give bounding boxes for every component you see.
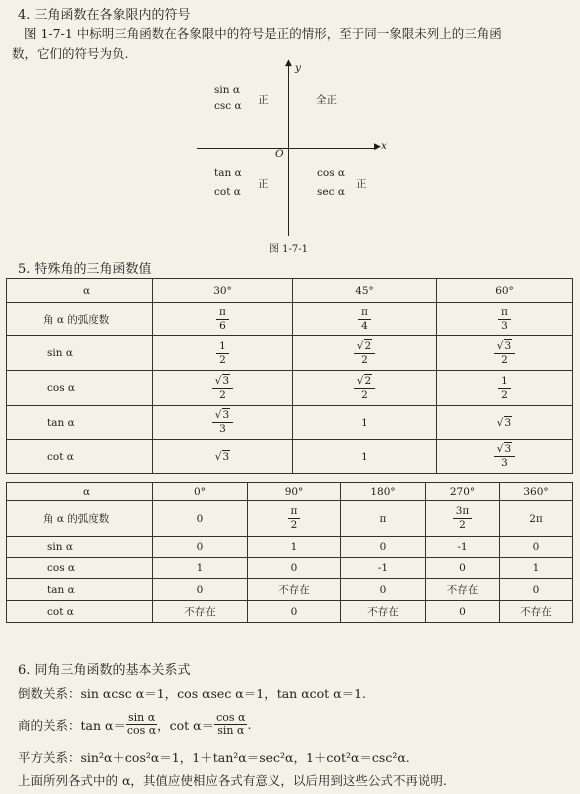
- fraction-denominator: 2: [501, 353, 508, 366]
- table-cell: [500, 558, 573, 579]
- table-cell: [248, 537, 341, 558]
- fraction-denominator: 3: [501, 319, 508, 332]
- fraction-numerator: 1: [498, 375, 511, 389]
- cot-quotient-denominator: sin α: [217, 724, 245, 737]
- row-label: sin α: [7, 537, 153, 558]
- fraction: [494, 443, 515, 470]
- table-cell: [341, 537, 426, 558]
- cell-value: 0: [196, 583, 204, 596]
- fraction: [498, 306, 511, 333]
- cot-quotient-fraction: [214, 712, 247, 737]
- table-cell: [153, 303, 293, 336]
- cell-value: 0: [379, 583, 387, 596]
- table-header-cell: 180°: [341, 483, 426, 501]
- table-row: [7, 537, 573, 558]
- tan-quotient-numerator: sin α: [127, 711, 156, 724]
- fraction: [354, 340, 375, 367]
- fraction-numerator: 1: [216, 340, 229, 354]
- table-row: [7, 336, 573, 371]
- table-cell: [153, 406, 293, 440]
- q3-sign: 正: [258, 178, 269, 190]
- table-header-cell: 270°: [426, 483, 500, 501]
- cell-value: 0: [459, 605, 466, 618]
- cell-value: 0: [532, 541, 540, 553]
- fraction-numerator: √3: [494, 443, 515, 457]
- table-cell: [341, 579, 426, 601]
- cell-value: 1: [361, 416, 368, 429]
- table-cell: [153, 537, 248, 558]
- table-cell: [437, 371, 573, 406]
- cell-value: 1: [361, 450, 368, 463]
- table-cell: [153, 579, 248, 601]
- quotient-mid: ，cot α＝: [157, 717, 215, 733]
- cell-value: 1: [196, 562, 204, 574]
- cell-value: √3: [214, 450, 230, 463]
- fraction: [453, 505, 473, 532]
- table-row: [7, 558, 573, 579]
- table-header-cell: 0°: [153, 483, 248, 501]
- fraction-numerator: √3: [212, 409, 233, 423]
- table-cell: [500, 501, 573, 537]
- cell-value: 0: [379, 541, 387, 553]
- q2-func-2: csc α: [214, 100, 242, 112]
- fraction-numerator: √2: [354, 375, 375, 389]
- cell-value: 2π: [529, 512, 543, 525]
- cell-value: 不存在: [367, 606, 399, 618]
- y-axis-label: y: [295, 62, 301, 74]
- section-4-heading: 4. 三角函数在各象限内的符号: [18, 8, 191, 23]
- cell-value: 0: [196, 512, 204, 525]
- fraction: [354, 375, 375, 402]
- table-cell: [341, 601, 426, 623]
- q4-func-1: cos α: [317, 167, 346, 179]
- cell-value: 0: [532, 583, 540, 596]
- q4-sign: 正: [356, 178, 367, 190]
- table-row: [7, 406, 573, 440]
- fraction-numerator: π: [216, 306, 229, 320]
- table-cell: [248, 558, 341, 579]
- tan-quotient-fraction: [126, 712, 157, 737]
- origin-label: O: [275, 148, 284, 160]
- fraction-denominator: 2: [459, 519, 466, 531]
- fraction-numerator: 3π: [453, 505, 473, 519]
- quotient-prefix: 商的关系：tan α＝: [18, 717, 126, 733]
- table-cell: [153, 558, 248, 579]
- square-relations: 平方关系：sin²α＋cos²α＝1，1＋tan²α＝sec²α，1＋cot²α＝csc²α.: [18, 750, 410, 765]
- table-header-cell: 30°: [153, 279, 293, 303]
- q4-func-2: sec α: [317, 186, 345, 198]
- fraction-denominator: 3: [501, 457, 508, 469]
- fraction: [288, 505, 301, 532]
- fraction-numerator: √3: [212, 375, 233, 389]
- table-cell: [437, 336, 573, 371]
- row-label: cos α: [7, 371, 153, 406]
- table-header-cell: α: [7, 483, 153, 501]
- cell-value: 0: [290, 605, 298, 618]
- fraction-denominator: 2: [290, 519, 298, 531]
- x-axis-label: x: [381, 140, 387, 152]
- fraction-numerator: √2: [354, 340, 375, 354]
- table-row: [7, 601, 573, 623]
- q3-func-2: cot α: [214, 186, 241, 198]
- reciprocal-relations: 倒数关系：sin αcsc α＝1，cos αsec α＝1，tan αcot α＝1.: [18, 686, 367, 701]
- table-header-cell: 90°: [248, 483, 341, 501]
- table-cell: [153, 336, 293, 371]
- table-cell: [153, 440, 293, 474]
- table-header-cell: α: [7, 279, 153, 303]
- cell-value: 0: [290, 562, 298, 574]
- cell-value: -1: [457, 541, 468, 553]
- table-header-cell: 360°: [500, 483, 573, 501]
- table-cell: [153, 601, 248, 623]
- section-5-heading: 5. 特殊角的三角函数值: [18, 262, 152, 277]
- table-cell: [437, 440, 573, 474]
- x-axis: [197, 148, 377, 149]
- table-cell: [293, 336, 437, 371]
- row-label: 角 α 的弧度数: [7, 501, 153, 537]
- cell-value: 不存在: [278, 584, 310, 596]
- fraction: [498, 375, 511, 402]
- table-cell: [293, 440, 437, 474]
- fraction-numerator: √3: [494, 340, 515, 354]
- row-label: sin α: [7, 336, 153, 371]
- special-angles-table-1: [6, 278, 573, 474]
- fraction: [216, 340, 229, 367]
- table-row: [7, 303, 573, 336]
- fraction-numerator: π: [498, 306, 511, 320]
- y-axis: [288, 66, 289, 236]
- table-cell: [500, 579, 573, 601]
- q2-sign: 正: [258, 94, 269, 106]
- table-cell: [293, 371, 437, 406]
- table-header-cell: 60°: [437, 279, 573, 303]
- section-4-paragraph-line-1: 图 1-7-1 中标明三角函数在各象限中的符号是正的情形，至于同一象限未列上的三角函: [24, 26, 502, 41]
- tan-quotient-denominator: cos α: [126, 724, 157, 737]
- cell-value: π: [379, 512, 387, 525]
- cot-quotient-numerator: cos α: [216, 711, 246, 724]
- y-axis-arrow-icon: ▲: [285, 58, 292, 68]
- fraction-denominator: 2: [501, 388, 508, 401]
- cell-value: 0: [196, 541, 204, 553]
- table-cell: [248, 579, 341, 601]
- cell-value: 1: [532, 562, 540, 574]
- fraction: [494, 340, 515, 367]
- table-cell: [437, 303, 573, 336]
- quotient-relations: [18, 712, 251, 737]
- q1-sign: 全正: [316, 94, 337, 106]
- special-angles-table-2: [6, 482, 573, 623]
- fraction-denominator: 6: [219, 319, 226, 332]
- table-header-row: [7, 279, 573, 303]
- table-cell: [426, 601, 500, 623]
- fraction-denominator: 2: [219, 353, 226, 366]
- cell-value: -1: [377, 562, 389, 574]
- fraction-denominator: 2: [361, 353, 368, 366]
- fraction-denominator: 2: [361, 388, 368, 401]
- fraction-numerator: π: [358, 306, 371, 320]
- table-cell: [500, 537, 573, 558]
- cell-value: 0: [459, 562, 466, 574]
- fraction: [358, 306, 371, 333]
- cell-value: 不存在: [520, 606, 552, 618]
- row-label: tan α: [7, 579, 153, 601]
- table-cell: [426, 579, 500, 601]
- table-cell: [341, 501, 426, 537]
- table-cell: [426, 537, 500, 558]
- table-row: [7, 579, 573, 601]
- section-6-heading: 6. 同角三角函数的基本关系式: [18, 663, 191, 678]
- cell-value: 不存在: [446, 584, 479, 596]
- row-label: tan α: [7, 406, 153, 440]
- cell-value: 1: [290, 541, 298, 553]
- figure-caption: 图 1-7-1: [269, 244, 309, 255]
- row-label: cos α: [7, 558, 153, 579]
- row-label: cot α: [7, 440, 153, 474]
- closing-note: 上面所列各式中的 α，其值应使相应各式有意义，以后用到这些公式不再说明.: [18, 773, 447, 788]
- q2-func-1: sin α: [214, 84, 240, 96]
- table-row: [7, 501, 573, 537]
- row-label: cot α: [7, 601, 153, 623]
- table-cell: [153, 371, 293, 406]
- table-cell: [426, 558, 500, 579]
- fraction: [212, 375, 233, 402]
- row-label: 角 α 的弧度数: [7, 303, 153, 336]
- table-cell: [426, 501, 500, 537]
- x-axis-arrow-icon: ▶: [374, 142, 381, 152]
- table-header-cell: 45°: [293, 279, 437, 303]
- table-row: [7, 440, 573, 474]
- q3-func-1: tan α: [214, 167, 242, 179]
- fraction-denominator: 2: [219, 388, 226, 401]
- table-cell: [437, 406, 573, 440]
- table-row: [7, 371, 573, 406]
- fraction: [212, 409, 233, 436]
- table-cell: [293, 303, 437, 336]
- fraction-numerator: π: [288, 505, 301, 519]
- section-4-paragraph-line-2: 数，它们的符号为负.: [12, 46, 129, 61]
- table-cell: [500, 601, 573, 623]
- table-cell: [153, 501, 248, 537]
- quotient-end: .: [247, 717, 252, 732]
- fraction-denominator: 3: [219, 423, 226, 435]
- table-cell: [248, 601, 341, 623]
- cell-value: 不存在: [184, 606, 216, 618]
- table-cell: [341, 558, 426, 579]
- table-cell: [293, 406, 437, 440]
- fraction: [216, 306, 229, 333]
- table-cell: [248, 501, 341, 537]
- cell-value: √3: [496, 416, 512, 429]
- fraction-denominator: 4: [361, 319, 368, 332]
- table-header-row: [7, 483, 573, 501]
